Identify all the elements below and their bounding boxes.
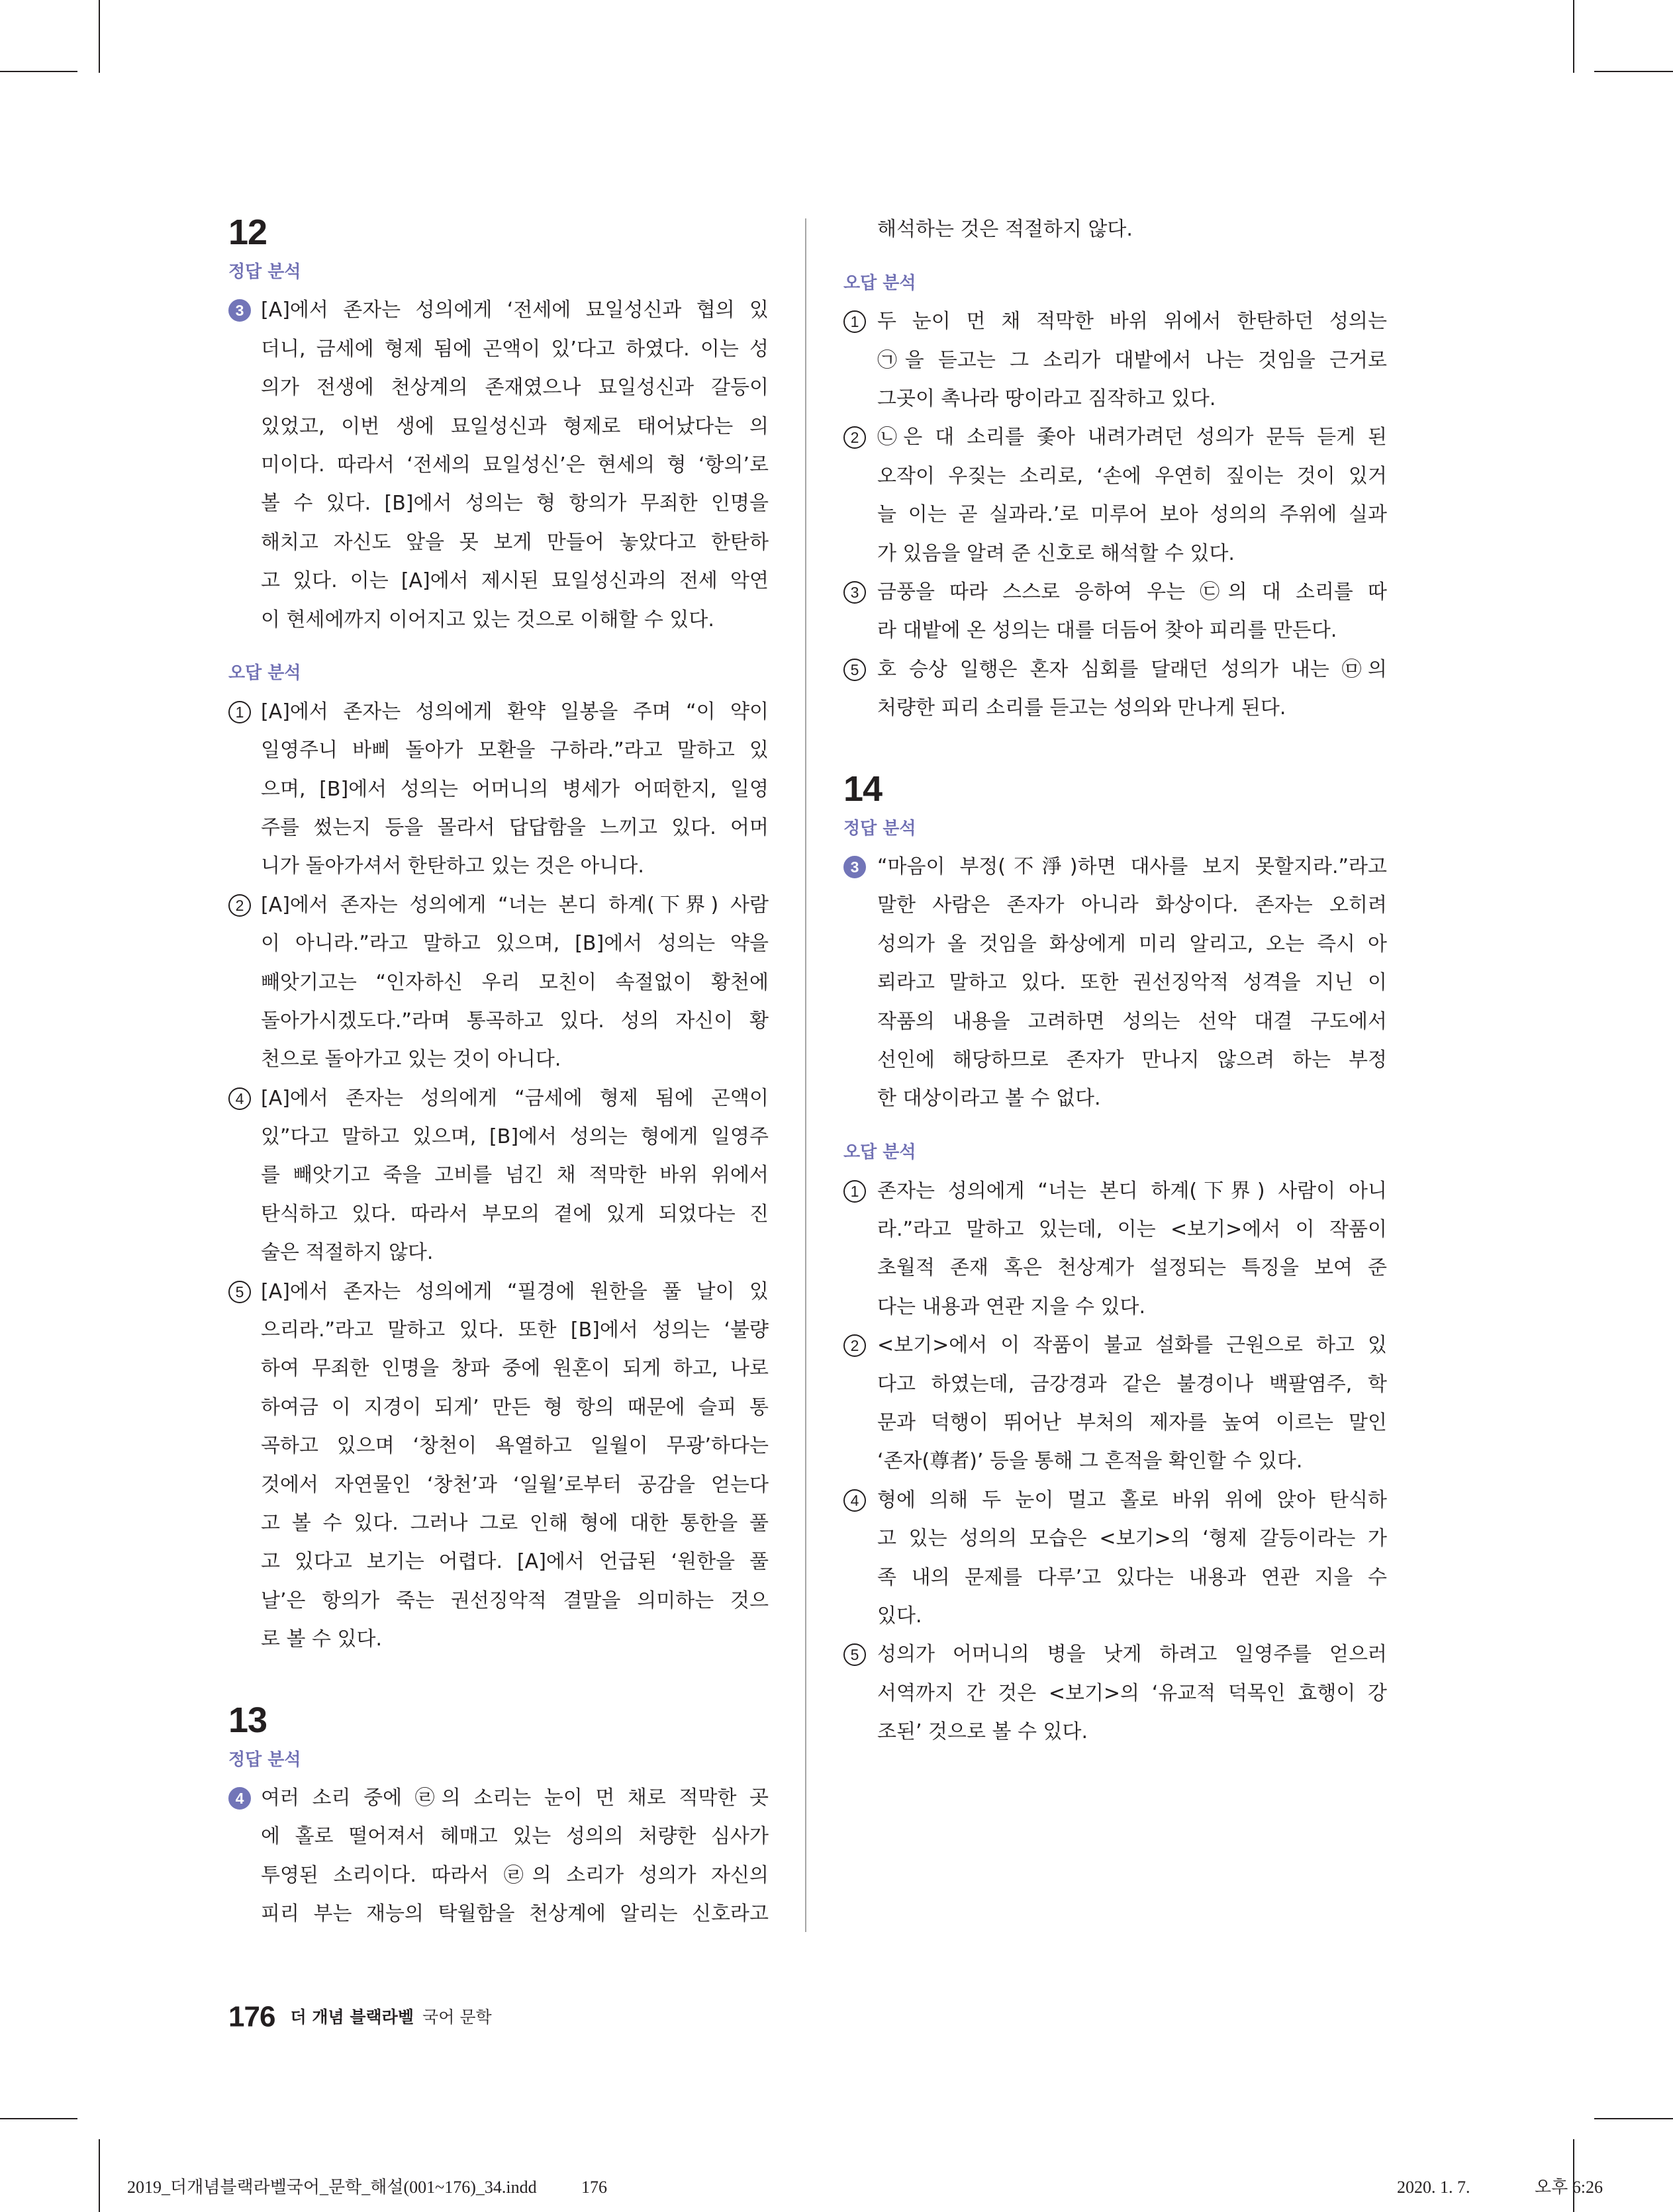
wrong-answer-item bbox=[843, 1481, 1387, 1636]
wrong-answer-item bbox=[228, 1080, 769, 1273]
crop-mark-top-right-horizontal bbox=[1594, 71, 1673, 72]
text-line: <보기>에서 이 작품이 불교 설화를 근원으로 하고 있 bbox=[877, 1334, 1387, 1358]
answer-marker-outline: 2 bbox=[228, 894, 251, 917]
text-line: 한 대상이라고 볼 수 없다. bbox=[877, 1087, 1101, 1111]
text-line: 로 볼 수 있다. bbox=[261, 1628, 383, 1651]
left-column bbox=[228, 212, 769, 1934]
answer-marker-outline: 5 bbox=[228, 1281, 251, 1303]
text-line: 조된’ 것으로 볼 수 있다. bbox=[877, 1720, 1088, 1744]
text-line: 이 현세에까지 이어지고 있는 것으로 이해할 수 있다. bbox=[261, 608, 714, 631]
text-line: 성의가 올 것임을 화상에게 미리 알리고, 오는 즉시 아 bbox=[877, 932, 1387, 956]
text-line: 처량한 피리 소리를 듣고는 성의와 만나게 된다. bbox=[877, 696, 1286, 720]
crop-mark-top-right-vertical bbox=[1573, 0, 1574, 73]
answer-marker-outline: 5 bbox=[843, 1643, 866, 1666]
text-line: 에 홀로 떨어져서 헤매고 있는 성의의 처량한 심사가 bbox=[261, 1825, 769, 1849]
text-line: [A]에서 존자는 성의에게 ‘전세에 묘일성신과 협의 있 bbox=[261, 299, 769, 322]
text-line: 족 내의 문제를 다루’고 있다는 내용과 연관 지을 수 bbox=[877, 1565, 1387, 1589]
text-line: 존자는 성의에게 “너는 본디 하계(下界) 사람이 아니 bbox=[877, 1179, 1387, 1203]
wrong-answer-item bbox=[843, 302, 1387, 418]
text-line: 것에서 자연물인 ‘창천’과 ‘일월’로부터 공감을 얻는다 bbox=[261, 1473, 769, 1497]
question-number-14: 14 bbox=[843, 768, 883, 809]
book-title: 더 개념 블랙라벨 bbox=[290, 2007, 414, 2027]
text-line: 날’은 항의가 죽는 권선징악적 결말을 의미하는 것으 bbox=[261, 1589, 769, 1612]
text-line: 투영된 소리이다. 따라서 ㉣의 소리가 성의가 자신의 bbox=[261, 1863, 769, 1887]
slug-time: 오후 6:26 bbox=[1535, 2178, 1603, 2197]
text-line: 해치고 자신도 앞을 못 보게 만들어 놓았다고 한탄하 bbox=[261, 530, 769, 554]
wrong-answer-item bbox=[843, 1326, 1387, 1481]
text-line: 일영주니 바삐 돌아가 모환을 구하라.”라고 말하고 있 bbox=[261, 739, 769, 762]
text-line: 말한 사람은 존자가 아니라 화상이다. 존자는 오히려 bbox=[877, 894, 1387, 917]
text-line: 볼 수 있다. [B]에서 성의는 형 항의가 무죄한 인명을 bbox=[261, 492, 769, 516]
text-line: 의가 전생에 천상계의 존재였으나 묘일성신과 갈등이 bbox=[261, 376, 769, 400]
crop-mark-bottom-right-horizontal bbox=[1594, 2118, 1673, 2119]
answer-marker-outline: 4 bbox=[843, 1489, 866, 1512]
crop-mark-bottom-left-vertical bbox=[99, 2139, 100, 2212]
correct-analysis-label: 정답 분석 bbox=[228, 1749, 301, 1770]
wrong-answer-item bbox=[228, 886, 769, 1080]
question-number-13: 13 bbox=[228, 1700, 267, 1740]
crop-mark-bottom-left-horizontal bbox=[0, 2118, 77, 2119]
text-line: 늘 이는 곧 실과라.’로 미루어 보아 성의의 주위에 실과 bbox=[877, 503, 1387, 527]
slug-page: 176 bbox=[581, 2178, 607, 2197]
text-line: 뢰라고 말하고 있다. 또한 권선징악적 성격을 지닌 이 bbox=[877, 971, 1387, 995]
text-line: 천으로 돌아가고 있는 것이 아니다. bbox=[261, 1048, 561, 1072]
wrong-answer-item bbox=[843, 651, 1387, 728]
book-subject: 국어 문학 bbox=[422, 2007, 492, 2027]
text-line: ‘존자(尊者)’ 등을 통해 그 흔적을 확인할 수 있다. bbox=[877, 1450, 1303, 1473]
text-line: 니가 돌아가셔서 한탄하고 있는 것은 아니다. bbox=[261, 854, 644, 878]
continued-text bbox=[843, 210, 1387, 249]
text-line: 으며, [B]에서 성의는 어머니의 병세가 어떠한지, 일영 bbox=[261, 777, 769, 801]
page-footer bbox=[228, 1997, 492, 2037]
text-line: 다고 하였는데, 금강경과 같은 불경이나 백팔염주, 학 bbox=[877, 1372, 1387, 1396]
correct-analysis-label: 정답 분석 bbox=[843, 818, 916, 839]
crop-mark-top-left-horizontal bbox=[0, 71, 77, 72]
text-line: 하여 무죄한 인명을 창파 중에 원혼이 되게 하고, 나로 bbox=[261, 1357, 769, 1381]
wrong-answer-item bbox=[843, 1172, 1387, 1327]
crop-mark-top-left-vertical bbox=[99, 0, 100, 73]
page-number: 176 bbox=[228, 2000, 275, 2033]
answer-marker-outline: 2 bbox=[843, 426, 866, 449]
text-line: 있다. bbox=[877, 1604, 922, 1628]
wrong-answer-item bbox=[228, 1273, 769, 1659]
text-line: 선인에 해당하므로 존자가 만나지 않으려 하는 부정 bbox=[877, 1048, 1387, 1072]
text-line: 으리라.”라고 말하고 있다. 또한 [B]에서 성의는 ‘불량 bbox=[261, 1318, 769, 1342]
text-line: 라.”라고 말하고 있는데, 이는 <보기>에서 이 작품이 bbox=[877, 1217, 1387, 1241]
text-line: 여러 소리 중에 ㉣의 소리는 눈이 먼 채로 적막한 곳 bbox=[261, 1786, 769, 1810]
text-line: 그곳이 촉나라 땅이라고 짐작하고 있다. bbox=[877, 387, 1216, 411]
answer-marker-outline: 1 bbox=[843, 310, 866, 333]
text-line: 해석하는 것은 적절하지 않다. bbox=[877, 218, 1133, 241]
answer-marker-outline: 1 bbox=[843, 1180, 866, 1203]
text-line: 금풍을 따라 스스로 응하여 우는 ㉢의 대 소리를 따 bbox=[877, 580, 1387, 604]
text-line: 주를 썼는지 등을 몰라서 답답함을 느끼고 있다. 어머 bbox=[261, 815, 769, 839]
answer-marker-outline: 3 bbox=[843, 581, 866, 604]
column-divider bbox=[805, 218, 806, 1932]
text-line: 다는 내용과 연관 지을 수 있다. bbox=[877, 1295, 1145, 1318]
wrong-answer-item bbox=[228, 693, 769, 886]
text-line: 오작이 우짖는 소리로, ‘손에 우연히 짚이는 것이 있거 bbox=[877, 464, 1387, 488]
text-line: [A]에서 존자는 성의에게 환약 일봉을 주며 “이 약이 bbox=[261, 700, 769, 723]
text-line: [A]에서 존자는 성의에게 “너는 본디 하계(下界) 사람 bbox=[261, 893, 769, 917]
text-line: 피리 부는 재능의 탁월함을 천상계에 알리는 신호라고 bbox=[261, 1902, 769, 1926]
text-line: 더니, 금세에 형제 됨에 곤액이 있’다고 하였다. 이는 성 bbox=[261, 337, 769, 361]
text-line: 형에 의해 두 눈이 멀고 홀로 바위 위에 앉아 탄식하 bbox=[877, 1488, 1387, 1512]
text-line: 작품의 내용을 고려하면 성의는 선악 대결 구도에서 bbox=[877, 1009, 1387, 1033]
text-line: ㉠을 듣고는 그 소리가 대밭에서 나는 것임을 근거로 bbox=[877, 348, 1387, 372]
wrong-analysis-label: 오답 분석 bbox=[843, 273, 916, 293]
text-line: 고 있는 성의의 모습은 <보기>의 ‘형제 갈등이라는 가 bbox=[877, 1527, 1387, 1551]
text-line: ㉡은 대 소리를 좇아 내려가려던 성의가 문득 듣게 된 bbox=[877, 426, 1387, 449]
text-line: 미이다. 따라서 ‘전세의 묘일성신’은 현세의 형 ‘항의’로 bbox=[261, 453, 769, 477]
text-line: 라 대밭에 온 성의는 대를 더듬어 찾아 피리를 만든다. bbox=[877, 619, 1337, 643]
correct-answer-item bbox=[228, 1779, 769, 1934]
question-number-12: 12 bbox=[228, 212, 267, 252]
text-line: 고 있다고 보기는 어렵다. [A]에서 언급된 ‘원한을 풀 bbox=[261, 1550, 769, 1574]
text-line: 고 있다. 이는 [A]에서 제시된 묘일성신과의 전세 악연 bbox=[261, 569, 769, 593]
text-line: 서역까지 간 것은 <보기>의 ‘유교적 덕목인 효행이 강 bbox=[877, 1681, 1387, 1705]
text-line: 있”다고 말하고 있으며, [B]에서 성의는 형에게 일영주 bbox=[261, 1125, 769, 1149]
text-line: 고 볼 수 있다. 그러나 그로 인해 형에 대한 통한을 풀 bbox=[261, 1512, 769, 1535]
correct-analysis-label: 정답 분석 bbox=[228, 262, 301, 282]
right-column bbox=[843, 210, 1387, 1751]
answer-marker-filled: 3 bbox=[228, 299, 251, 322]
answer-marker-outline: 5 bbox=[843, 659, 866, 681]
text-line: 있었고, 이번 생에 묘일성신과 형제로 태어났다는 의 bbox=[261, 414, 769, 438]
answer-marker-outline: 2 bbox=[843, 1334, 866, 1357]
text-line: 빼앗기고는 “인자하신 우리 모친이 속절없이 황천에 bbox=[261, 970, 769, 994]
wrong-analysis-label: 오답 분석 bbox=[228, 663, 301, 684]
slug-date: 2020. 1. 7. bbox=[1397, 2178, 1470, 2197]
wrong-answer-item bbox=[843, 1636, 1387, 1751]
answer-marker-filled: 4 bbox=[228, 1787, 251, 1810]
wrong-answer-item bbox=[843, 418, 1387, 573]
crop-mark-bottom-right-vertical bbox=[1573, 2139, 1574, 2212]
answer-marker-outline: 4 bbox=[228, 1087, 251, 1110]
text-line: 하여금 이 지경이 되게’ 만든 형 항의 때문에 슬피 통 bbox=[261, 1395, 769, 1419]
wrong-answer-item bbox=[843, 573, 1387, 651]
text-line: 초월적 존재 혹은 천상계가 설정되는 특징을 보여 준 bbox=[877, 1256, 1387, 1280]
text-line: [A]에서 존자는 성의에게 “필경에 원한을 풀 날이 있 bbox=[261, 1279, 769, 1303]
text-line: [A]에서 존자는 성의에게 “금세에 형제 됨에 곤액이 bbox=[261, 1086, 769, 1110]
text-line: 가 있음을 알려 준 신호로 해석할 수 있다. bbox=[877, 541, 1235, 565]
answer-marker-outline: 1 bbox=[228, 701, 251, 723]
text-line: 탄식하고 있다. 따라서 부모의 곁에 있게 되었다는 진 bbox=[261, 1202, 769, 1226]
text-line: 술은 적절하지 않다. bbox=[261, 1241, 434, 1265]
wrong-analysis-label: 오답 분석 bbox=[843, 1142, 916, 1163]
answer-marker-filled: 3 bbox=[843, 856, 866, 878]
text-line: 를 빼앗기고 죽을 고비를 넘긴 채 적막한 바위 위에서 bbox=[261, 1164, 769, 1187]
slug-file-name: 2019_더개념블랙라벨국어_문학_해설(001~176)_34.indd bbox=[127, 2178, 537, 2197]
text-line: 호 승상 일행은 혼자 심회를 달래던 성의가 내는 ㉤의 bbox=[877, 657, 1387, 681]
text-line: 돌아가시겠도다.”라며 통곡하고 있다. 성의 자신이 황 bbox=[261, 1009, 769, 1033]
text-line: 성의가 어머니의 병을 낫게 하려고 일영주를 얻으러 bbox=[877, 1643, 1387, 1667]
correct-answer-item bbox=[843, 848, 1387, 1119]
text-line: 곡하고 있으며 ‘창천이 욕열하고 일월이 무광’하다는 bbox=[261, 1434, 769, 1458]
text-line: 문과 덕행이 뛰어난 부처의 제자를 높여 이르는 말인 bbox=[877, 1410, 1387, 1434]
correct-answer-item bbox=[228, 291, 769, 639]
text-line: 두 눈이 먼 채 적막한 바위 위에서 한탄하던 성의는 bbox=[877, 310, 1387, 334]
text-line: “마음이 부정(不淨)하면 대사를 보지 못할지라.”라고 bbox=[877, 854, 1387, 878]
text-line: 이 아니라.”라고 말하고 있으며, [B]에서 성의는 약을 bbox=[261, 932, 769, 956]
